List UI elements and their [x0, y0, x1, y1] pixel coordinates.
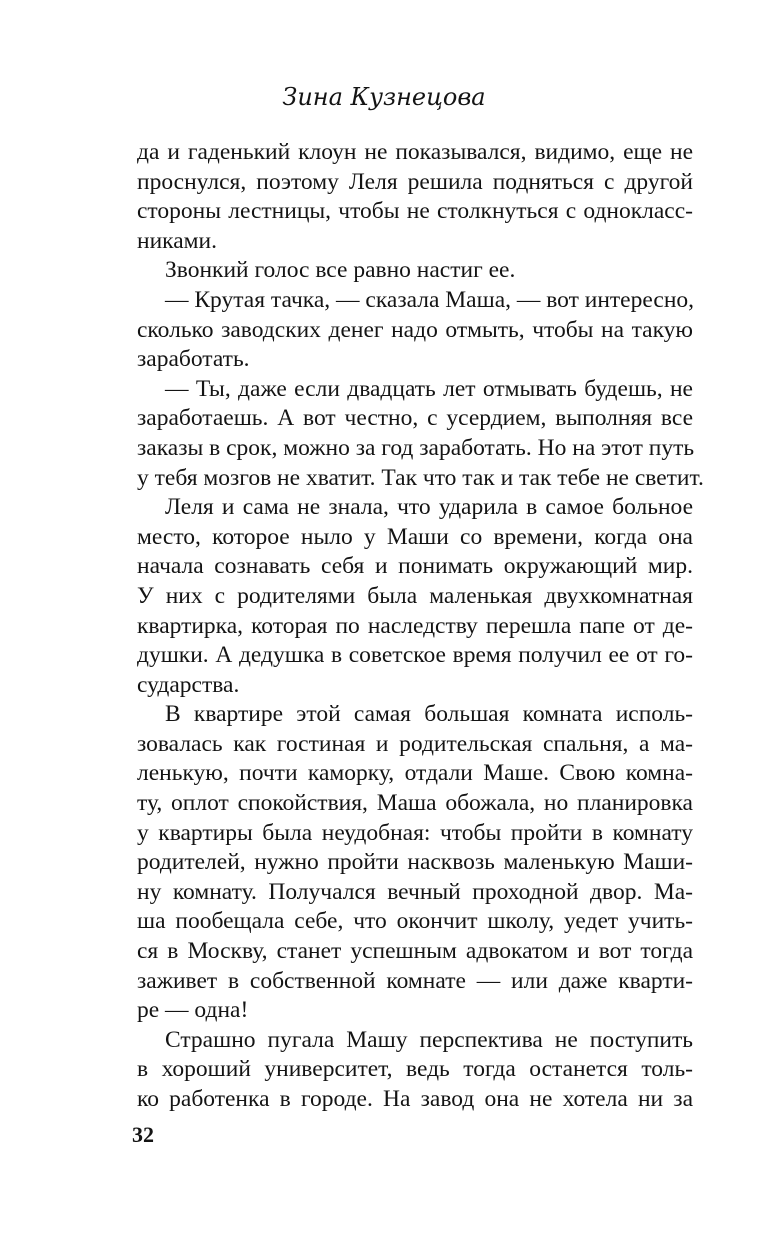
text-line: В квартире этой самая большая комната исполь-: [165, 701, 693, 728]
text-line: Страшно пугала Машу перспектива не поступить: [165, 1026, 693, 1053]
text-line: заживет в собственной комнате — или даже кварти-: [137, 967, 693, 994]
text-line: квартирка, которая по наследству перешла папе от де-: [137, 612, 693, 639]
text-line: ту, оплот спокойствия, Маша обожала, но планировка: [137, 790, 693, 817]
text-line: никами.: [137, 227, 217, 254]
text-line: у квартиры была неудобная: чтобы пройти в комнату: [137, 819, 693, 846]
text-line: ко работенка в городе. На завод она не хотела ни за: [137, 1086, 693, 1112]
text-line: да и гаденький клоун не показывался, видимо, еще не: [137, 139, 693, 165]
text-line: у тебя мозгов не хватит. Так что так и так тебе не светит.: [137, 464, 704, 491]
text-line: начала сознавать себя и понимать окружающий мир.: [137, 553, 693, 580]
text-line: У них с родителями была маленькая двухкомнатная: [137, 582, 693, 609]
text-line: зовалась как гостиная и родительская спальня, а ма-: [137, 730, 693, 757]
text-line: в хороший университет, ведь тогда останется толь-: [137, 1056, 693, 1083]
text-line: ну комнату. Получался вечный проходной двор. Ма-: [137, 878, 693, 905]
text-line: родителей, нужно пройти насквозь маленькую Маши-: [137, 849, 693, 876]
text-line: ся в Москву, станет успешным адвокатом и вот тогда: [137, 938, 693, 965]
text-line: заработаешь. А вот честно, с усердием, выполняя все: [137, 405, 693, 432]
text-line: ре — одна!: [137, 997, 249, 1024]
text-line: заработать.: [137, 346, 250, 373]
text-line: проснулся, поэтому Леля решила подняться с другой: [137, 168, 693, 195]
text-line: душки. А дедушка в советское время получил ее от го-: [137, 642, 693, 669]
text-line: Леля и сама не знала, что ударила в самое больное: [165, 494, 693, 521]
text-line: сударства.: [137, 671, 240, 698]
text-line: — Крутая тачка, — сказала Маша, — вот интересно,: [165, 286, 695, 313]
text-line: сколько заводских денег надо отмыть, чтобы на такую: [137, 316, 693, 343]
text-line: ленькую, почти каморку, отдали Маше. Свою комна-: [137, 760, 693, 787]
text-line: — Ты, даже если двадцать лет отмывать будешь, не: [165, 375, 693, 402]
text-line: место, которое ныло у Маши со времени, когда она: [137, 523, 693, 550]
body-text: [137, 138, 704, 1115]
text-line: ша пообещала себе, что окончит школу, уедет учить-: [137, 908, 693, 935]
text-line: заказы в срок, можно за год заработать. Но на этот путь: [137, 434, 695, 461]
running-head: Зина Кузнецова: [282, 83, 486, 111]
page-number: 32: [132, 1122, 154, 1147]
text-line: Звонкий голос все равно настиг ее.: [165, 257, 516, 284]
text-line: стороны лестницы, чтобы не столкнуться с однокласс-: [137, 198, 693, 225]
